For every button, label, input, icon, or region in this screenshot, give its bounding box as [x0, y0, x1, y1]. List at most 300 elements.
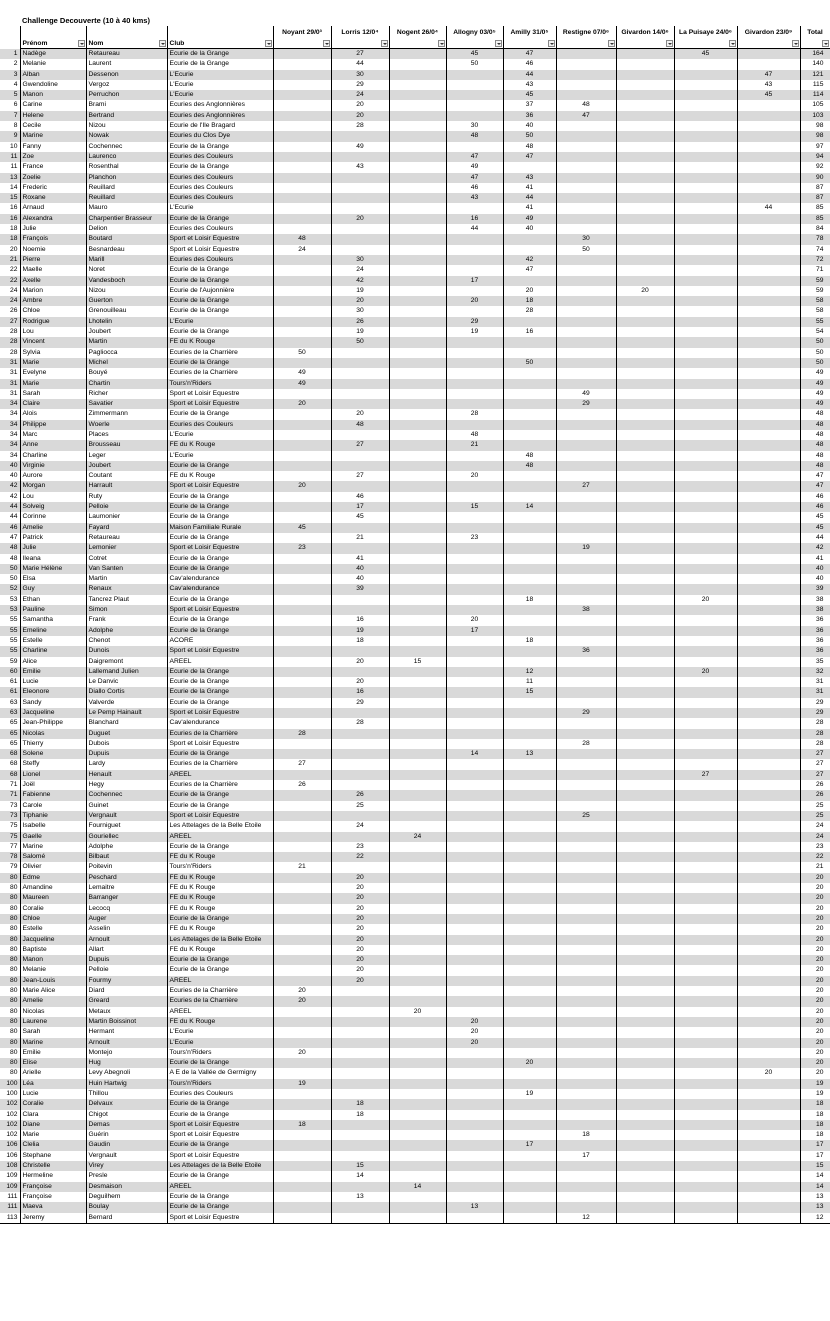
rank-cell: 100	[0, 1089, 20, 1099]
la-puisaye-cell	[674, 883, 737, 893]
firstname-cell: Alban	[20, 70, 86, 80]
rank-cell: 80	[0, 1038, 20, 1048]
noyant-cell	[273, 49, 331, 60]
rank-cell: 71	[0, 790, 20, 800]
noyant-cell: 27	[273, 759, 331, 769]
amilly-cell: 11	[503, 677, 556, 687]
restigne-cell	[556, 1038, 616, 1048]
table-row	[0, 996, 830, 1006]
givardon-sept-cell	[737, 131, 800, 141]
firstname-cell: Maureen	[20, 893, 86, 903]
lorris-cell	[331, 1007, 389, 1017]
givardon-sept-cell	[737, 461, 800, 471]
restigne-cell	[556, 584, 616, 594]
club-cell: Tours'n'Riders	[167, 862, 273, 872]
table-row	[0, 481, 830, 491]
club-cell: FE du K Rouge	[167, 883, 273, 893]
nogent-cell	[389, 708, 446, 718]
allogny-cell	[446, 111, 503, 121]
lorris-cell	[331, 193, 389, 203]
rank-cell: 13	[0, 173, 20, 183]
filter-dropdown-icon[interactable]	[822, 40, 829, 47]
la-puisaye-cell	[674, 234, 737, 244]
rank-cell: 80	[0, 1007, 20, 1017]
noyant-cell	[273, 306, 331, 316]
lastname-cell: Lardy	[86, 759, 167, 769]
allogny-cell	[446, 914, 503, 924]
givardon-sept-cell	[737, 162, 800, 172]
total-cell: 20	[800, 1058, 830, 1068]
filter-dropdown-icon[interactable]	[792, 40, 799, 47]
club-cell: AREEL	[167, 832, 273, 842]
table-row	[0, 59, 830, 69]
givardon-sept-cell	[737, 584, 800, 594]
firstname-cell: Marine	[20, 842, 86, 852]
lorris-cell	[331, 1048, 389, 1058]
givardon-june-cell	[616, 862, 674, 872]
lorris-cell: 19	[331, 626, 389, 636]
givardon-sept-cell	[737, 749, 800, 759]
lorris-cell: 27	[331, 440, 389, 450]
givardon-sept-cell	[737, 708, 800, 718]
amilly-cell	[503, 1171, 556, 1181]
la-puisaye-cell	[674, 996, 737, 1006]
lastname-cell: Hegy	[86, 780, 167, 790]
club-cell: Ecurie de la Grange	[167, 698, 273, 708]
firstname-cell: Thierry	[20, 739, 86, 749]
total-cell: 29	[800, 698, 830, 708]
restigne-cell	[556, 1099, 616, 1109]
noyant-cell	[273, 945, 331, 955]
nogent-cell	[389, 914, 446, 924]
allogny-cell	[446, 1140, 503, 1150]
givardon-sept-cell	[737, 265, 800, 275]
amilly-cell	[503, 852, 556, 862]
la-puisaye-cell	[674, 873, 737, 883]
firstname-cell: Chloe	[20, 306, 86, 316]
givardon-june-cell	[616, 574, 674, 584]
firstname-cell: Ambre	[20, 296, 86, 306]
la-puisaye-cell	[674, 893, 737, 903]
nogent-cell	[389, 224, 446, 234]
allogny-cell	[446, 451, 503, 461]
la-puisaye-cell	[674, 420, 737, 430]
lorris-cell	[331, 173, 389, 183]
la-puisaye-cell	[674, 1192, 737, 1202]
club-cell: L'Ecurie	[167, 203, 273, 213]
allogny-cell	[446, 286, 503, 296]
restigne-cell: 17	[556, 1151, 616, 1161]
table-row	[0, 245, 830, 255]
la-puisaye-cell	[674, 790, 737, 800]
club-cell: Ecurie de la Grange	[167, 1099, 273, 1109]
allogny-cell	[446, 1192, 503, 1202]
allogny-cell	[446, 358, 503, 368]
allogny-cell	[446, 1110, 503, 1120]
allogny-cell: 47	[446, 173, 503, 183]
lorris-cell: 39	[331, 584, 389, 594]
table-row	[0, 80, 830, 90]
club-cell: Tours'n'Riders	[167, 1048, 273, 1058]
noyant-cell	[273, 687, 331, 697]
allogny-cell	[446, 759, 503, 769]
lorris-cell	[331, 1027, 389, 1037]
noyant-cell	[273, 214, 331, 224]
column-header-label: Total	[807, 29, 823, 36]
lorris-cell: 18	[331, 636, 389, 646]
nogent-cell	[389, 584, 446, 594]
restigne-cell	[556, 255, 616, 265]
allogny-cell: 20	[446, 1038, 503, 1048]
amilly-cell	[503, 965, 556, 975]
noyant-cell: 18	[273, 1120, 331, 1130]
total-cell: 20	[800, 965, 830, 975]
restigne-cell	[556, 461, 616, 471]
rank-cell: 59	[0, 657, 20, 667]
firstname-cell: Emilie	[20, 667, 86, 677]
filter-dropdown-icon[interactable]	[729, 40, 736, 47]
lastname-cell: Greard	[86, 996, 167, 1006]
nogent-cell	[389, 317, 446, 327]
restigne-cell	[556, 780, 616, 790]
amilly-cell	[503, 276, 556, 286]
nogent-cell	[389, 1161, 446, 1171]
total-cell: 48	[800, 451, 830, 461]
noyant-cell	[273, 904, 331, 914]
club-cell: Ecurie de la Grange	[167, 265, 273, 275]
la-puisaye-cell	[674, 564, 737, 574]
rank-cell: 102	[0, 1130, 20, 1140]
lorris-cell: 20	[331, 914, 389, 924]
nogent-cell	[389, 368, 446, 378]
allogny-cell: 29	[446, 317, 503, 327]
column-header-allogny	[446, 26, 503, 49]
givardon-june-cell	[616, 873, 674, 883]
table-row	[0, 420, 830, 430]
la-puisaye-cell	[674, 224, 737, 234]
filter-dropdown-icon[interactable]	[438, 40, 445, 47]
table-row	[0, 512, 830, 522]
lorris-cell: 30	[331, 306, 389, 316]
rank-header	[0, 26, 20, 49]
givardon-sept-cell	[737, 801, 800, 811]
filter-dropdown-icon[interactable]	[78, 40, 85, 47]
rank-cell: 65	[0, 729, 20, 739]
club-cell: Ecuries des Couleurs	[167, 152, 273, 162]
la-puisaye-cell	[674, 90, 737, 100]
restigne-cell	[556, 1140, 616, 1150]
lastname-cell: Desmaison	[86, 1182, 167, 1192]
column-header-label: Allogny 03/0⁵	[453, 29, 496, 36]
club-cell: Ecuries des Couleurs	[167, 193, 273, 203]
noyant-cell: 45	[273, 523, 331, 533]
table-row	[0, 409, 830, 419]
givardon-june-cell	[616, 832, 674, 842]
nogent-cell	[389, 296, 446, 306]
nogent-cell	[389, 904, 446, 914]
filter-dropdown-icon[interactable]	[381, 40, 388, 47]
firstname-cell: Claire	[20, 399, 86, 409]
noyant-cell	[273, 80, 331, 90]
rank-cell: 80	[0, 1068, 20, 1078]
club-cell: Ecurie de la Grange	[167, 749, 273, 759]
givardon-june-cell	[616, 976, 674, 986]
table-row	[0, 667, 830, 677]
restigne-cell	[556, 451, 616, 461]
lorris-cell: 40	[331, 564, 389, 574]
lastname-cell: Diard	[86, 986, 167, 996]
restigne-cell	[556, 193, 616, 203]
lorris-cell	[331, 1038, 389, 1048]
givardon-june-cell	[616, 564, 674, 574]
table-row	[0, 1140, 830, 1150]
amilly-cell: 28	[503, 306, 556, 316]
restigne-cell	[556, 409, 616, 419]
amilly-cell	[503, 770, 556, 780]
givardon-sept-cell	[737, 1007, 800, 1017]
givardon-sept-cell	[737, 935, 800, 945]
table-row	[0, 1161, 830, 1171]
table-row	[0, 811, 830, 821]
total-cell: 49	[800, 399, 830, 409]
club-cell: Ecurie de la Grange	[167, 687, 273, 697]
amilly-cell	[503, 543, 556, 553]
lastname-cell: Allart	[86, 945, 167, 955]
lorris-cell	[331, 1130, 389, 1140]
restigne-cell	[556, 512, 616, 522]
givardon-june-cell	[616, 193, 674, 203]
lastname-cell: Adolphe	[86, 842, 167, 852]
total-cell: 94	[800, 152, 830, 162]
givardon-sept-cell	[737, 409, 800, 419]
firstname-cell: Marc	[20, 430, 86, 440]
restigne-cell	[556, 1120, 616, 1130]
givardon-sept-cell	[737, 481, 800, 491]
amilly-cell: 18	[503, 595, 556, 605]
noyant-cell	[273, 708, 331, 718]
club-cell: FE du K Rouge	[167, 440, 273, 450]
amilly-cell: 20	[503, 1058, 556, 1068]
club-cell: Ecuries des Couleurs	[167, 224, 273, 234]
allogny-cell	[446, 698, 503, 708]
restigne-cell	[556, 852, 616, 862]
table-row	[0, 595, 830, 605]
allogny-cell	[446, 605, 503, 615]
amilly-cell: 50	[503, 131, 556, 141]
lastname-cell: Lemonier	[86, 543, 167, 553]
restigne-cell	[556, 502, 616, 512]
club-cell: Tours'n'Riders	[167, 379, 273, 389]
filter-dropdown-icon[interactable]	[159, 40, 166, 47]
lorris-cell: 16	[331, 615, 389, 625]
givardon-sept-cell	[737, 615, 800, 625]
table-row	[0, 368, 830, 378]
table-row	[0, 1089, 830, 1099]
givardon-june-cell	[616, 358, 674, 368]
lastname-cell: Guinet	[86, 801, 167, 811]
lorris-cell	[331, 1182, 389, 1192]
restigne-cell	[556, 59, 616, 69]
firstname-cell: Fanny	[20, 142, 86, 152]
total-cell: 90	[800, 173, 830, 183]
club-cell: Ecurie de la Grange	[167, 358, 273, 368]
restigne-cell	[556, 152, 616, 162]
nogent-cell	[389, 111, 446, 121]
nogent-cell	[389, 1130, 446, 1140]
givardon-june-cell	[616, 440, 674, 450]
allogny-cell	[446, 337, 503, 347]
givardon-june-cell	[616, 80, 674, 90]
rank-cell: 34	[0, 430, 20, 440]
lorris-cell: 26	[331, 790, 389, 800]
club-cell: Ecuries des Couleurs	[167, 1089, 273, 1099]
firstname-cell: Stephane	[20, 1151, 86, 1161]
la-puisaye-cell	[674, 1161, 737, 1171]
la-puisaye-cell	[674, 296, 737, 306]
filter-dropdown-icon[interactable]	[666, 40, 673, 47]
restigne-cell	[556, 873, 616, 883]
rank-cell: 68	[0, 759, 20, 769]
allogny-cell	[446, 512, 503, 522]
lorris-cell	[331, 708, 389, 718]
allogny-cell	[446, 842, 503, 852]
la-puisaye-cell	[674, 811, 737, 821]
la-puisaye-cell	[674, 492, 737, 502]
noyant-cell	[273, 698, 331, 708]
total-cell: 36	[800, 636, 830, 646]
nogent-cell	[389, 1089, 446, 1099]
rank-cell: 16	[0, 203, 20, 213]
lorris-cell: 21	[331, 533, 389, 543]
givardon-sept-cell	[737, 327, 800, 337]
givardon-sept-cell	[737, 646, 800, 656]
firstname-cell: Zoe	[20, 152, 86, 162]
restigne-cell	[556, 1007, 616, 1017]
lorris-cell	[331, 430, 389, 440]
lastname-cell: Zimmermann	[86, 409, 167, 419]
lastname-cell: Dunois	[86, 646, 167, 656]
nogent-cell	[389, 70, 446, 80]
allogny-cell	[446, 80, 503, 90]
lastname-cell: Deguilhem	[86, 1192, 167, 1202]
restigne-cell	[556, 1202, 616, 1212]
rank-cell: 6	[0, 100, 20, 110]
noyant-cell	[273, 626, 331, 636]
givardon-june-cell	[616, 1007, 674, 1017]
firstname-cell: Marie Hélène	[20, 564, 86, 574]
noyant-cell	[273, 183, 331, 193]
allogny-cell: 49	[446, 162, 503, 172]
firstname-cell: Ileana	[20, 554, 86, 564]
givardon-june-cell	[616, 121, 674, 131]
filter-dropdown-icon[interactable]	[495, 40, 502, 47]
la-puisaye-cell	[674, 729, 737, 739]
restigne-cell	[556, 173, 616, 183]
givardon-june-cell	[616, 595, 674, 605]
rank-cell: 111	[0, 1202, 20, 1212]
firstname-cell: Charline	[20, 646, 86, 656]
firstname-cell: Marie Alice	[20, 986, 86, 996]
total-cell: 48	[800, 440, 830, 450]
rank-cell: 18	[0, 224, 20, 234]
amilly-cell: 42	[503, 255, 556, 265]
filter-dropdown-icon[interactable]	[265, 40, 272, 47]
la-puisaye-cell	[674, 327, 737, 337]
allogny-cell	[446, 389, 503, 399]
filter-dropdown-icon[interactable]	[608, 40, 615, 47]
nogent-cell	[389, 1048, 446, 1058]
restigne-cell	[556, 348, 616, 358]
allogny-cell: 14	[446, 749, 503, 759]
givardon-june-cell	[616, 955, 674, 965]
givardon-sept-cell	[737, 1089, 800, 1099]
rank-cell: 77	[0, 842, 20, 852]
la-puisaye-cell	[674, 1068, 737, 1078]
nogent-cell	[389, 430, 446, 440]
amilly-cell	[503, 821, 556, 831]
givardon-june-cell	[616, 893, 674, 903]
givardon-sept-cell	[737, 1171, 800, 1181]
givardon-sept-cell	[737, 1161, 800, 1171]
firstname-cell: Maeva	[20, 1202, 86, 1212]
lorris-cell: 42	[331, 276, 389, 286]
givardon-june-cell	[616, 1151, 674, 1161]
givardon-june-cell	[616, 245, 674, 255]
restigne-cell: 18	[556, 1130, 616, 1140]
la-puisaye-cell	[674, 986, 737, 996]
club-cell: Les Attelages de la Belle Etoile	[167, 821, 273, 831]
firstname-cell: Charline	[20, 451, 86, 461]
la-puisaye-cell	[674, 276, 737, 286]
lorris-cell	[331, 131, 389, 141]
club-cell: Ecurie de la Grange	[167, 965, 273, 975]
la-puisaye-cell	[674, 718, 737, 728]
column-header-restigne	[556, 26, 616, 49]
club-cell: Ecuries de la Charrière	[167, 348, 273, 358]
givardon-sept-cell	[737, 698, 800, 708]
rank-cell: 80	[0, 976, 20, 986]
total-cell: 59	[800, 286, 830, 296]
rank-cell: 78	[0, 852, 20, 862]
firstname-cell: Lucie	[20, 1089, 86, 1099]
noyant-cell	[273, 224, 331, 234]
filter-dropdown-icon[interactable]	[548, 40, 555, 47]
givardon-june-cell	[616, 770, 674, 780]
lastname-cell: Lhotelin	[86, 317, 167, 327]
givardon-sept-cell	[737, 533, 800, 543]
club-cell: Les Attelages de la Belle Etoile	[167, 935, 273, 945]
givardon-sept-cell	[737, 183, 800, 193]
firstname-cell: Alexandra	[20, 214, 86, 224]
amilly-cell: 43	[503, 80, 556, 90]
total-cell: 72	[800, 255, 830, 265]
allogny-cell: 48	[446, 430, 503, 440]
lorris-cell: 41	[331, 554, 389, 564]
noyant-cell	[273, 255, 331, 265]
amilly-cell	[503, 1017, 556, 1027]
filter-dropdown-icon[interactable]	[323, 40, 330, 47]
firstname-cell: Pauline	[20, 605, 86, 615]
lorris-cell	[331, 1079, 389, 1089]
rank-cell: 11	[0, 162, 20, 172]
lastname-cell: Besnardeau	[86, 245, 167, 255]
rank-cell: 31	[0, 358, 20, 368]
lastname-cell: Poitevin	[86, 862, 167, 872]
restigne-cell	[556, 317, 616, 327]
table-row	[0, 832, 830, 842]
rank-cell: 31	[0, 389, 20, 399]
givardon-sept-cell	[737, 286, 800, 296]
